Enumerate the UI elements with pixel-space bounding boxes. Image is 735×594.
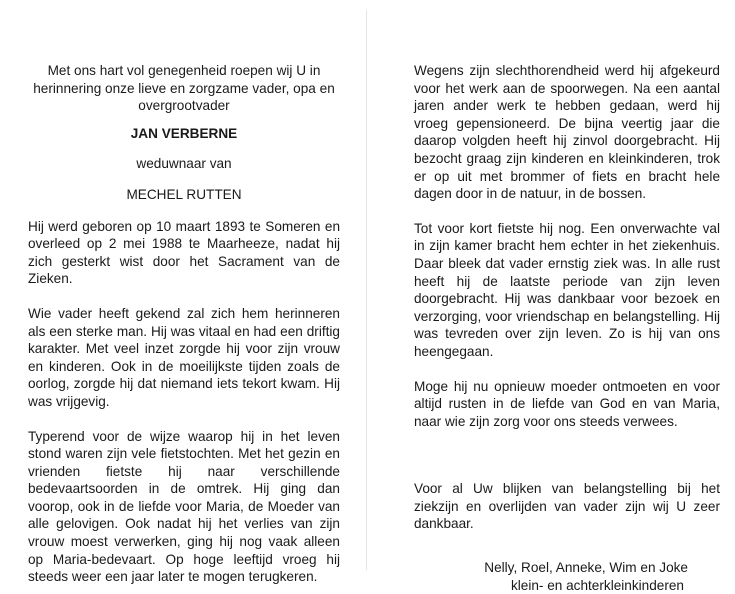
cycling-paragraph: Typerend voor de wijze waarop hij in het leven stond waren zijn vele fietstochten. Met het gezin en vrienden fietste hij naar verschillende bedevaartsoorden in de omtrek. Hij ging dan voorop, ook in de liefde voor Maria, de Moeder van alle gelovigen. Ook nadat hij het verlies van zijn vrouw moest verwerken, ging hij nog vaak alleen op Maria-bedevaart. Op hoge leeftijd vroeg hij steeds weer een jaar later te mogen terugkeren. <box>28 428 340 585</box>
illness-paragraph: Tot voor kort fietste hij nog. Een onverwachte val in zijn kamer bracht hem echter in het ziekenhuis. Daar bleek dat vader ernstig ziek was. In alle rust heeft hij de laatste periode van zijn leven doorgebracht. Hij was dankbaar voor bezoek en verzorging, voor vriendschap en belangstelling. Hij was tevreden over zijn leven. Zo is hij van ons heengegaan. <box>414 220 720 359</box>
signature-names: Nelly, Roel, Anneke, Wim en Joke <box>484 560 688 576</box>
work-paragraph: Wegens zijn slechthorendheid werd hij afgekeurd voor het werk aan de spoorwegen. Na een aantal jaren ander werk te hebben gedaan, werd hij vroeg gepensioneerd. De bijna veertig jaar die daarop volgden heeft hij zinvol doorgebracht. Hij bezocht graag zijn kinderen en kleinkinderen, trok er op uit met brommer of fiets en bracht hele dagen door in de natuur, in de bossen. <box>414 63 720 202</box>
thanks-paragraph: Voor al Uw blijken van belangstelling bij het ziekzijn en overlijden van vader zijn wij U zeer dankbaar. <box>414 481 720 532</box>
card-fold-line <box>366 10 367 570</box>
right-column <box>414 62 720 594</box>
signature-relation: klein- en achterkleinkinderen <box>510 577 684 593</box>
prayer-paragraph: Moge hij nu opnieuw moeder ontmoeten en voor altijd rusten in de liefde van God en van Maria, naar wie zijn zorg voor ons steeds verwees. <box>414 378 720 429</box>
deceased-name: JAN VERBERNE <box>130 125 238 141</box>
character-paragraph: Wie vader heeft gekend zal zich hem herinneren als een sterke man. Hij was vitaal en had een driftig karakter. Met veel inzet zorgde hij voor zijn vrouw en kinderen. Ook in de moeilijkste tijden zoals de oorlog, zorgde hij dat niemand iets tekort kwam. Hij was vrijgevig. <box>28 305 340 409</box>
relation-text: weduwnaar van <box>136 156 232 172</box>
intro-text: Met ons hart vol genegenheid roepen wij U in herinnering onze lieve en zorgzame vader, opa en overgrootvader <box>33 63 335 114</box>
birth-death-paragraph: Hij werd geboren op 10 maart 1893 te Someren en overleed op 2 mei 1988 te Maarheeze, nadat hij zich gesterkt wist door het Sacrament van de Zieken. <box>28 218 340 287</box>
spouse-name: MECHEL RUTTEN <box>126 186 242 202</box>
left-column <box>28 62 340 586</box>
